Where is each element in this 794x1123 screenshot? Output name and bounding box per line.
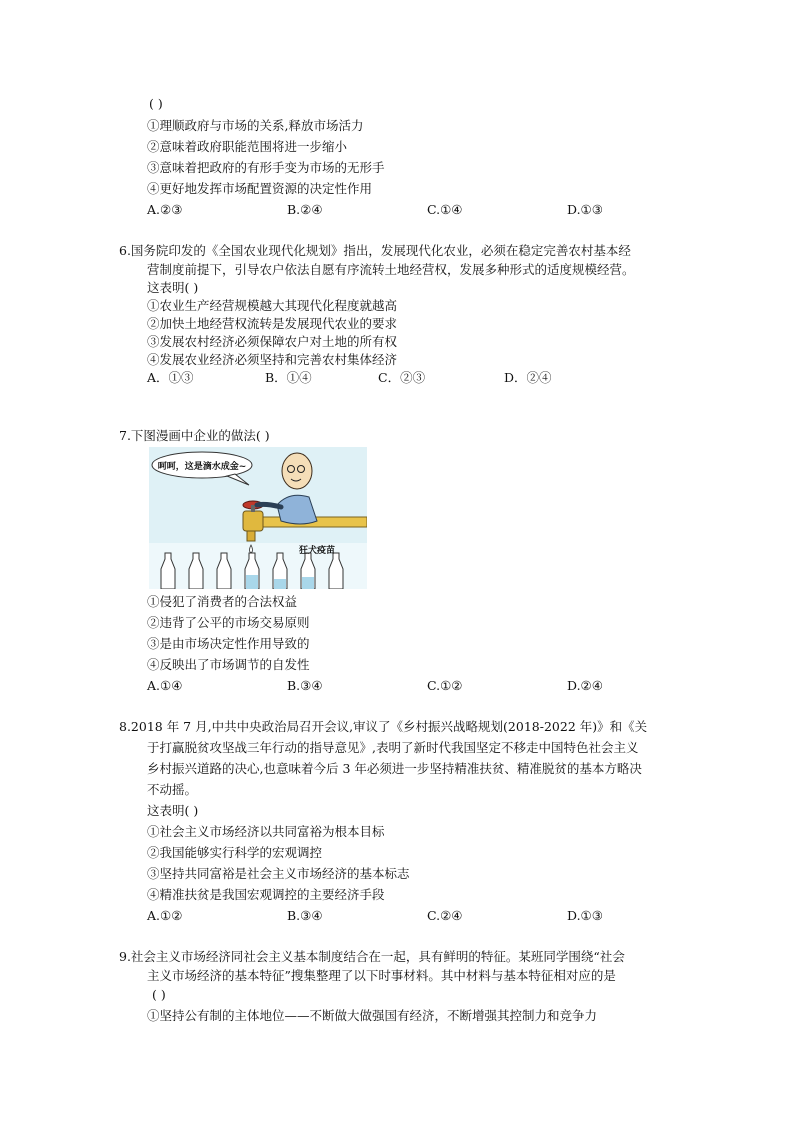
q7-statement-2: ②违背了公平的市场交易原则	[147, 615, 310, 630]
q5-statement-4: ④更好地发挥市场配置资源的决定性作用	[147, 181, 373, 196]
q5-option-d[interactable]: D.①③	[567, 202, 603, 217]
q5-statement-3: ③意味着把政府的有形手变为市场的无形手	[147, 160, 385, 175]
q7-stem: 7.下图漫画中企业的做法( )	[119, 428, 270, 443]
q6-statement-4: ④发展农业经济必须坚持和完善农村集体经济	[147, 352, 398, 367]
q8-option-c[interactable]: C.②④	[427, 908, 463, 923]
q8-stem-line-2: 于打赢脱贫攻坚战三年行动的指导意见》,表明了新时代我国坚定不移走中国特色社会主义	[147, 740, 639, 755]
q7-option-c[interactable]: C.①②	[427, 678, 463, 693]
q8-statement-4: ④精准扶贫是我国宏观调控的主要经济手段	[147, 887, 385, 902]
q8-options	[147, 908, 627, 924]
q5-statement-1: ①理顺政府与市场的关系,释放市场活力	[147, 118, 364, 133]
q7-option-b[interactable]: B.③④	[287, 678, 323, 693]
q7-options	[147, 678, 627, 694]
q9-stem-line-2: 主义市场经济的基本特征”搜集整理了以下时事材料。其中材料与基本特征相对应的是	[147, 968, 616, 983]
q6-statement-2: ②加快土地经营权流转是发展现代农业的要求	[147, 316, 398, 331]
q7-statement-4: ④反映出了市场调节的自发性	[147, 657, 310, 672]
q8-option-b[interactable]: B.③④	[287, 908, 323, 923]
q6-option-c[interactable]: C．②③	[378, 370, 426, 385]
q5-option-a[interactable]: A.②③	[147, 202, 183, 217]
q5-options	[147, 202, 627, 218]
q9-material-1: ①坚持公有制的主体地位——不断做大做强国有经济，不断增强其控制力和竞争力	[147, 1008, 598, 1023]
q7-statement-1: ①侵犯了消费者的合法权益	[147, 594, 298, 609]
q5-option-b[interactable]: B.②④	[287, 202, 323, 217]
q6-statement-1: ①农业生产经营规模越大其现代化程度就越高	[147, 298, 398, 313]
q9-stem-line-1: 9.社会主义市场经济同社会主义基本制度结合在一起，具有鲜明的特征。某班同学围绕“社会	[119, 949, 625, 964]
q8-stem-line-3: 乡村振兴道路的决心,也意味着今后 3 年必须进一步坚持精准扶贫、精准脱贫的基本方略决	[147, 761, 642, 776]
cartoon-vaccine-label: 狂犬疫苗	[299, 546, 336, 556]
q5-statement-2: ②意味着政府职能范围将进一步缩小	[147, 139, 348, 154]
q5-answer-paren: ( )	[149, 96, 163, 111]
q8-stem-line-4: 不动摇。	[147, 782, 198, 797]
q6-option-d[interactable]: D．②④	[504, 370, 552, 385]
q8-stem-line-1: 8.2018 年 7 月,中共中央政治局召开会议,审议了《乡村振兴战略规划(2018-2022 年)》和《关	[119, 719, 648, 734]
q8-statement-3: ③坚持共同富裕是社会主义市场经济的基本标志	[147, 866, 410, 881]
q6-option-b[interactable]: B．①④	[265, 370, 312, 385]
q8-statement-2: ②我国能够实行科学的宏观调控	[147, 845, 323, 860]
q7-statement-3: ③是由市场决定性作用导致的	[147, 636, 310, 651]
q8-option-d[interactable]: D.①③	[567, 908, 603, 923]
q6-statement-3: ③发展农村经济必须保障农户对土地的所有权	[147, 334, 398, 349]
q8-statement-1: ①社会主义市场经济以共同富裕为根本目标	[147, 824, 385, 839]
q8-option-a[interactable]: A.①②	[147, 908, 183, 923]
q9-answer-paren: ( )	[152, 987, 166, 1002]
q8-stem-line-5: 这表明( )	[147, 803, 199, 818]
q6-stem-line-1: 6.国务院印发的《全国农业现代化规划》指出，发展现代化农业，必须在稳定完善农村基本经	[119, 243, 631, 258]
cartoon-speech-text: 呵呵，这是滴水成金~	[157, 462, 247, 472]
q6-option-a[interactable]: A．①③	[147, 370, 194, 385]
q6-stem-line-2: 营制度前提下，引导农户依法自愿有序流转土地经营权，发展多种形式的适度规模经营。	[147, 262, 635, 277]
q7-cartoon	[149, 447, 367, 589]
q6-options	[147, 370, 627, 386]
q7-option-a[interactable]: A.①④	[147, 678, 183, 693]
q6-stem-line-3: 这表明( )	[147, 280, 199, 295]
q5-option-c[interactable]: C.①④	[427, 202, 463, 217]
q7-option-d[interactable]: D.②④	[567, 678, 603, 693]
